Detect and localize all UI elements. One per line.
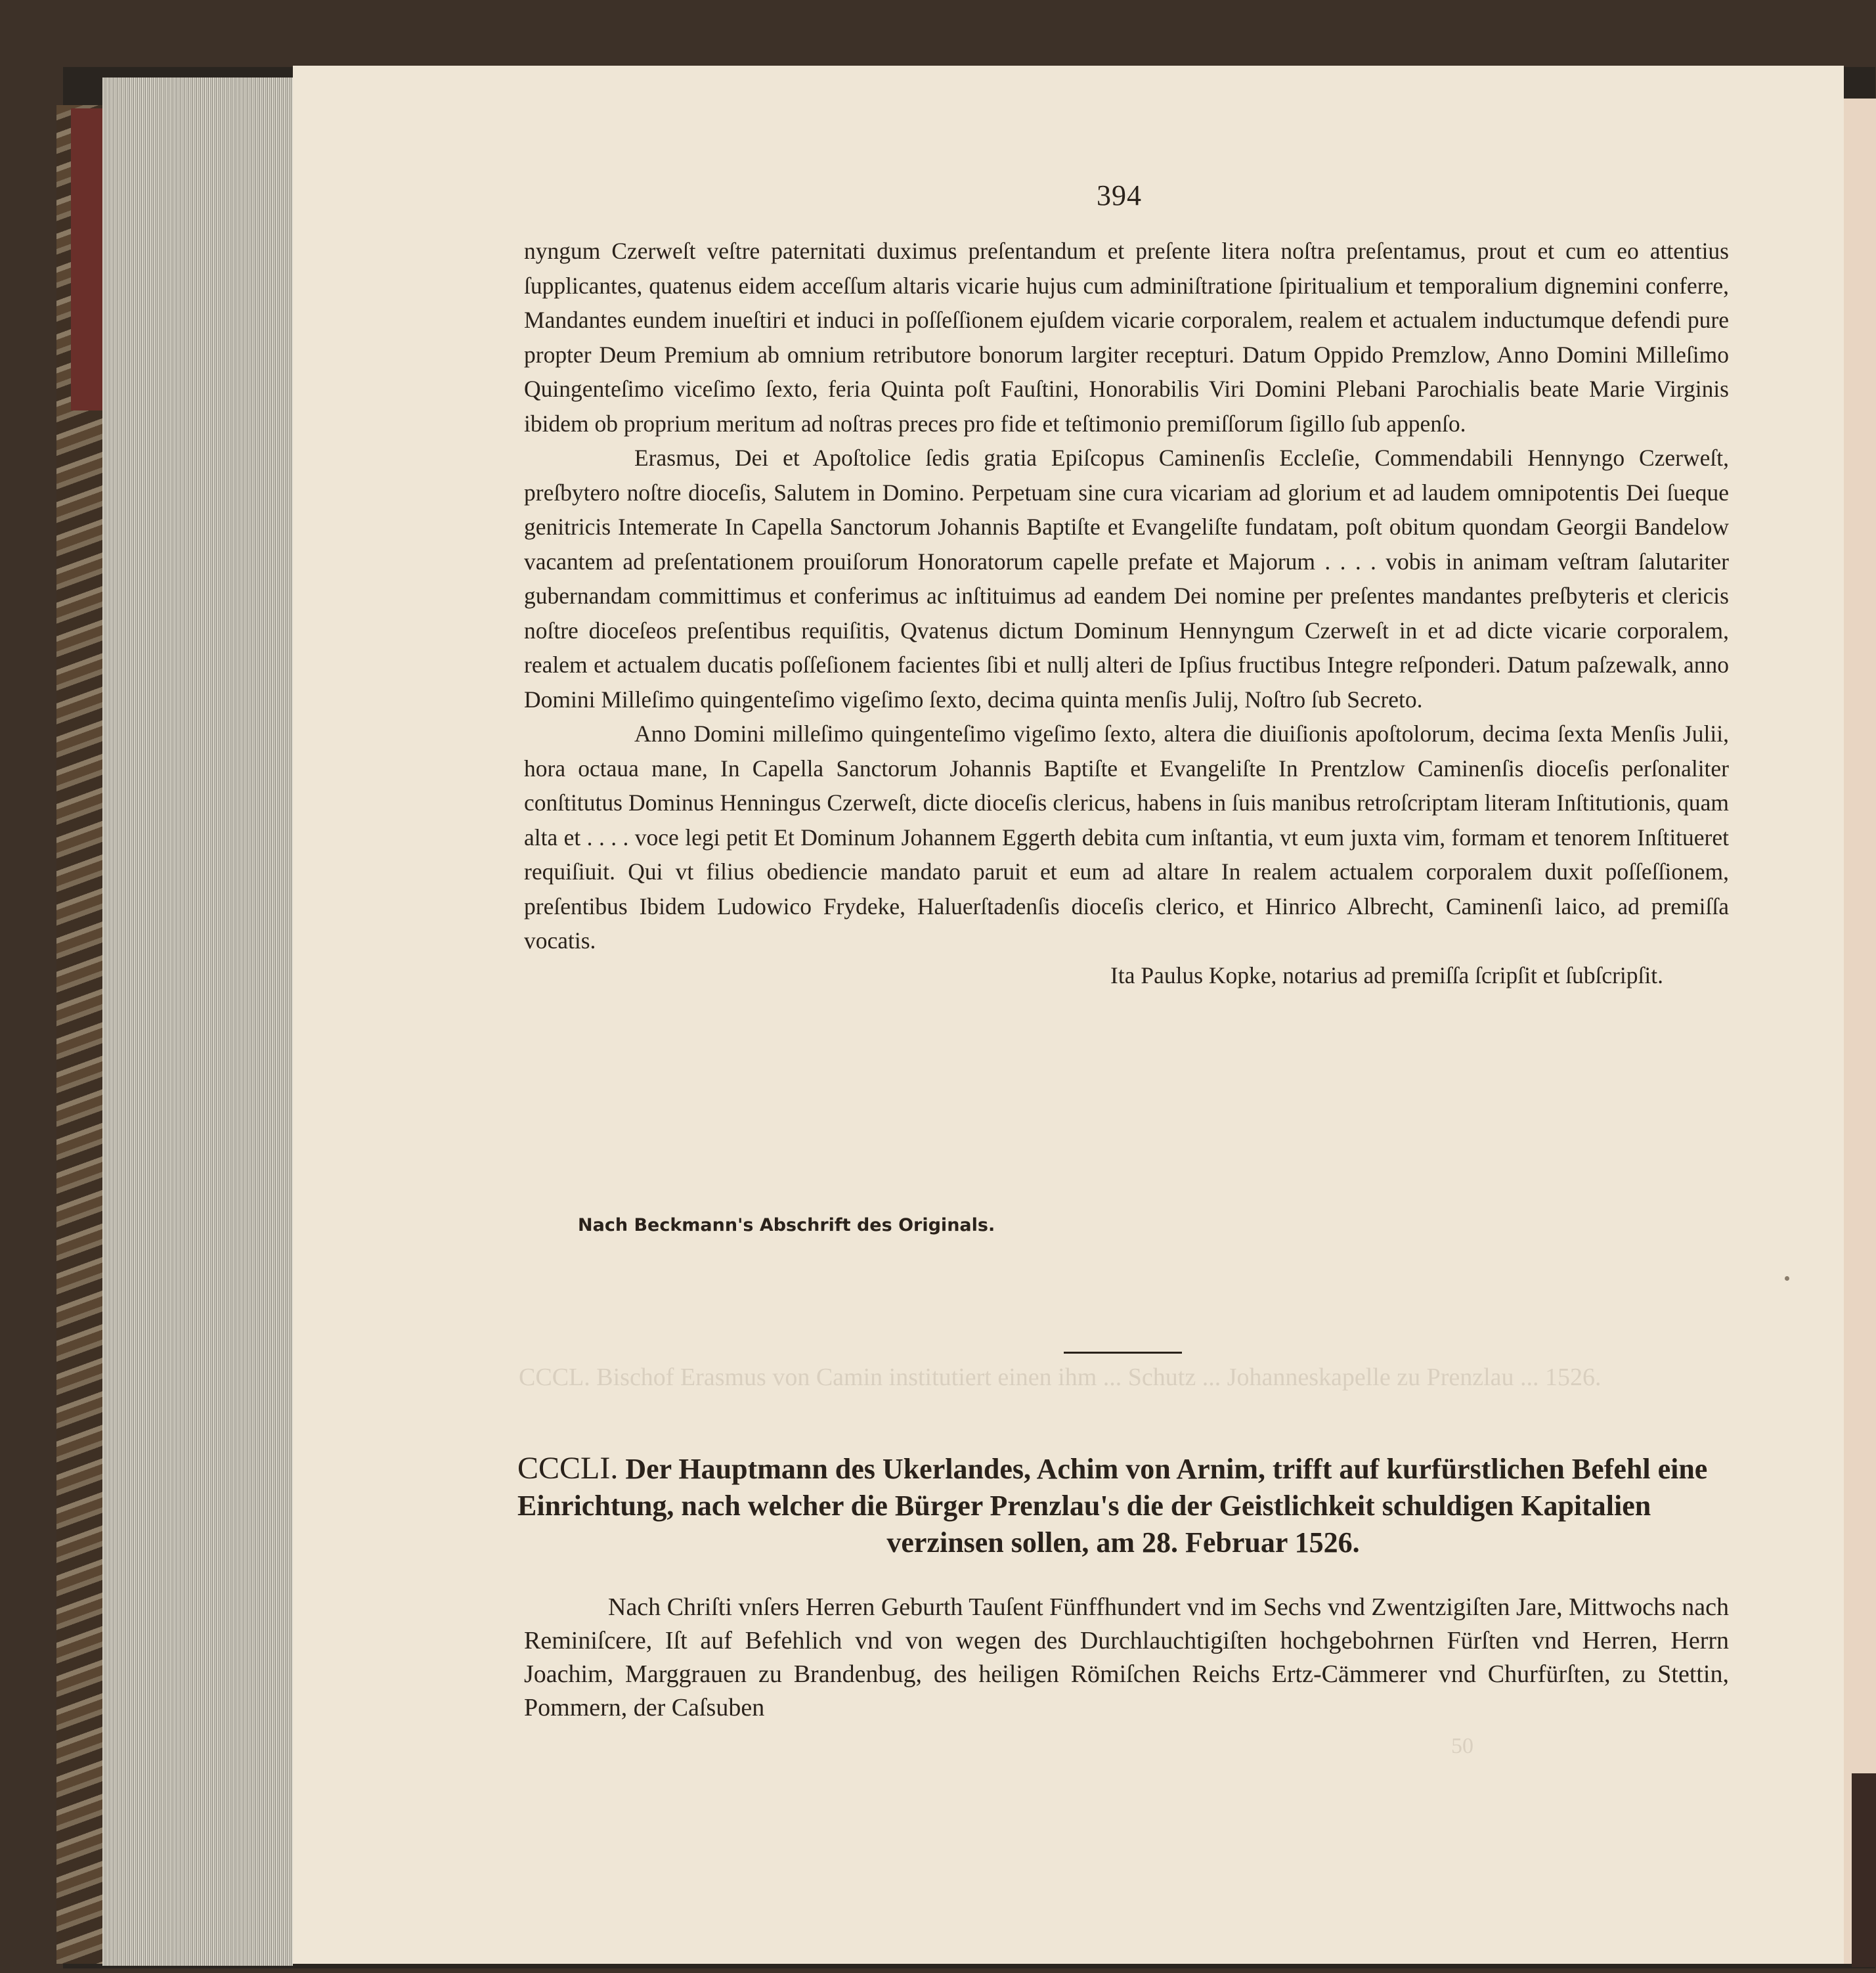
page-number: 394 (1097, 179, 1142, 211)
section-body (524, 1591, 1729, 1725)
bleedthrough-page-ref: 50 (1451, 1734, 1473, 1758)
bleedthrough-heading: CCCL. Bischof Erasmus von Camin institutiert einen ihm ... Schutz ... Johanneskapelle zu Prenzlau ... 1526. (519, 1363, 1602, 1391)
leather-spine (71, 108, 102, 410)
paragraph-2: Erasmus, Dei et Apoſtolice ſedis gratia Epiſcopus Caminenſis Eccleſie, Commendabili Hennyngo Czerweſt, preſbytero noſtre dioceſis, Salutem in Domino. Perpetuam sine cura vicariam ad glorium et ad laudem omnipotentis Dei ſueque genitricis Intemerate In Capella Sanctorum Johannis Baptiſte et Evangeliſte fundatam, poſt obitum quondam Georgii Bandelow vacantem ad preſentationem prouiſorum Honoratorum capelle prefate et Majorum . . . . vobis in animam veſtram ſalutariter gubernandam committimus et conferimus ac inſtituimus ad eandem Dei nomine per preſentes mandantes preſbyteris et clericis noſtre dioceſeos preſentibus requiſitis, Qvatenus dictum Dominum Hennyngum Czerweſt in et ad dicte vicarie corporalem, realem et actualem ducatis poſſeſionem facientes ſibi et nullj alteri de Ipſius fructibus Integre reſponderi. Datum paſzewalk, anno Domini Milleſimo quingenteſimo vigeſimo ſexto, decima quinta menſis Julij, Noſtro ſub Secreto. (524, 445, 1729, 713)
document-body (524, 234, 1729, 992)
signature: Ita Paulus Kopke, notarius ad premiſſa ſcripſit et ſubſcripſit. (1110, 962, 1663, 988)
page-edges (102, 78, 293, 1966)
source-note: Nach Beckmann's Abschrift des Originals. (578, 1215, 995, 1235)
paragraph-3: Anno Domini milleſimo quingenteſimo vigeſimo ſexto, altera die diuiſionis apoſtolorum, decima ſexta Menſis Julii, hora octaua mane, In Capella Sanctorum Johannis Baptiſte et Evangeliſte In Prentzlow Caminenſis dioceſis perſonaliter conſtitutus Dominus Henningus Czerweſt, dicte dioceſis clericus, habens in ſuis manibus retroſcriptam literam Inſtitutionis, quam alta et . . . . voce legi petit Et Dominum Johannem Eggerth debita cum inſtantia, vt eum juxta vim, formam et tenorem Inſtitueret requiſiuit. Qui vt filius obediencie mandato paruit et eum ad altare In realem actualem corporalem duxit poſſeſſionem, preſentibus Ibidem Ludowico Frydeke, Haluerſtadenſis dioceſis clerico, et Hinrico Albrecht, Caminenſi laico, ad premiſſa vocatis. (524, 720, 1729, 954)
paper-spot (1785, 1276, 1789, 1281)
section-divider (1064, 1352, 1182, 1354)
section-title-last-line: verzinsen sollen, am 28. Februar 1526. (886, 1526, 1360, 1559)
facing-page-edge (1844, 99, 1876, 1964)
section-title: Der Hauptmann des Ukerlandes, Achim von Arnim, trifft auf kurfürstlichen Befehl eine Einrichtung, nach welcher die Bürger Prenzlau's die der Geistlichkeit schuldigen Kapitalien (517, 1453, 1708, 1522)
section-heading (517, 1450, 1729, 1561)
section-number: CCCLI. (517, 1451, 619, 1486)
paragraph-1: nyngum Czerweſt veſtre paternitati duximus preſentandum et preſente litera noſtra preſentamus, prout et cum eo attentius ſupplicantes, quatenus eidem acceſſum altaris vicarie hujus cum adminiſtratione ſpiritualium et temporalium dignemini conferre, Mandantes eundem inueſtiri et induci in poſſeſſionem ejuſdem vicarie corporalem, realem et actualem inductumque defendi pure propter Deum Premium ab omnium retributore bonorum largiter recepturi. Datum Oppido Premzlow, Anno Domini Milleſimo Quingenteſimo viceſimo ſexto, feria Quinta poſt Fauſtini, Honorabilis Viri Domini Plebani Parochialis beate Marie Virginis ibidem ob proprium meritum ad noſtras preces pro fide et teſtimonio premiſſorum ſigillo ſub appenſo. (524, 238, 1729, 437)
section-paragraph: Nach Chriſti vnſers Herren Geburth Tauſent Fünffhundert vnd im Sechs vnd Zwentzigiſten Jare, Mittwochs nach Reminiſcere, Iſt auf Befehlich vnd von wegen des Durchlauchtigiſten hochgebohrnen Fürſten vnd Herren, Herrn Joachim, Marggrauen zu Brandenbug, des heiligen Römiſchen Reichs Ertz-Cämmerer vnd Churfürſten, zu Stettin, Pommern, der Caſsuben (524, 1593, 1729, 1721)
facing-page-shadow (1852, 1773, 1876, 1967)
signature-line (524, 958, 1729, 993)
